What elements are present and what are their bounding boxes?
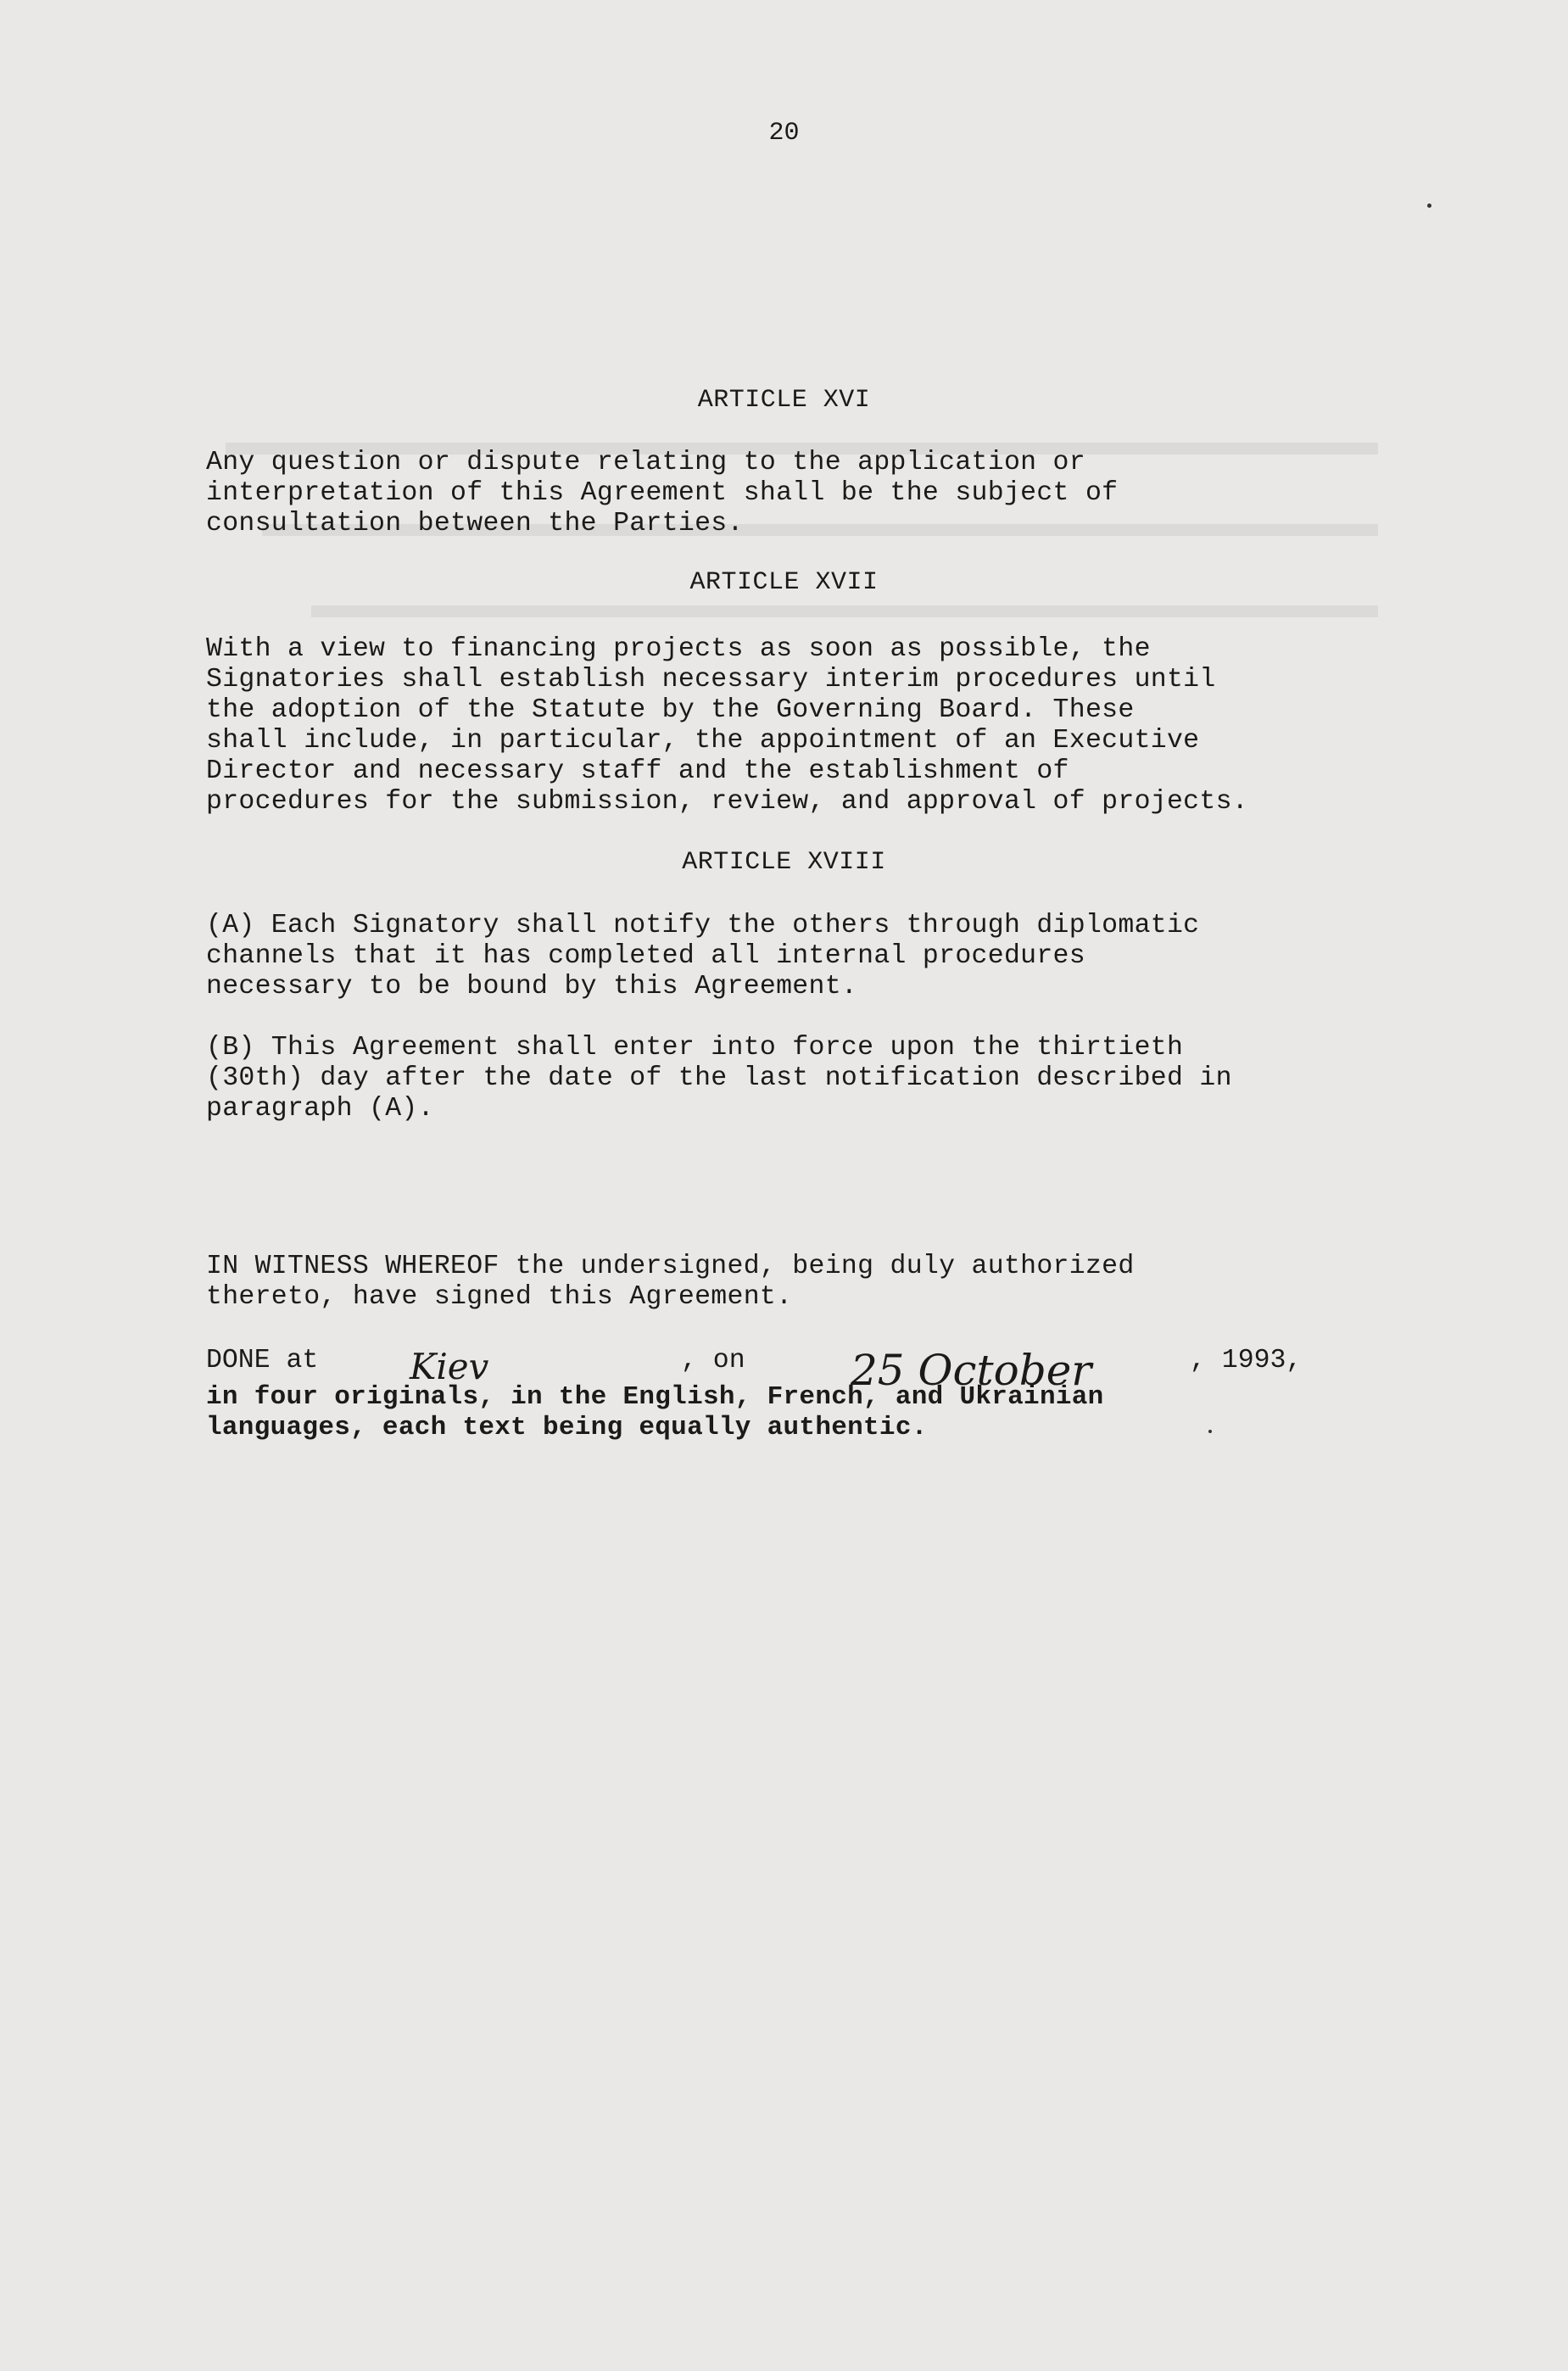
article-xvi-heading: ARTICLE XVI <box>697 386 871 415</box>
article-xvii-heading: ARTICLE XVII <box>689 568 879 597</box>
done-prefix: DONE at <box>206 1346 319 1375</box>
article-xviii-paragraph-b: (B) This Agreement shall enter into force upon the thirtieth (30th) day after the date of the last notification described in paragraph (A). <box>206 1033 1232 1124</box>
done-continuation: in four originals, in the English, French, and Ukrainian languages, each text being equally authentic. <box>206 1382 1104 1442</box>
article-xvii-text: With a view to financing projects as soon as possible, the Signatories shall establish necessary interim procedures until the adoption of the Statute by the Governing Board. These shall include, in particular, the appointment of an Executive Director and necessary staff and the establishment of procedures for the submission, review, and approval of projects. <box>206 634 1248 817</box>
article-xvi-text: Any question or dispute relating to the application or interpretation of this Agreement shall be the subject of consultation between the Parties. <box>206 448 1119 538</box>
handwritten-date: 25 October <box>851 1346 1092 1395</box>
witness-clause: IN WITNESS WHEREOF the undersigned, being duly authorized thereto, have signed this Agreement. <box>206 1252 1135 1312</box>
done-year: , 1993, <box>1190 1346 1303 1375</box>
handwritten-place: Kiev <box>410 1346 489 1387</box>
scan-speck <box>1208 1430 1212 1433</box>
article-xviii-paragraph-a: (A) Each Signatory shall notify the others through diplomatic channels that it has completed all internal procedures necessary to be bound by this Agreement. <box>206 911 1200 1001</box>
page-number: 20 <box>768 119 800 148</box>
done-on: , on <box>681 1346 745 1375</box>
scan-speck <box>1427 204 1431 208</box>
article-xviii-heading: ARTICLE XVIII <box>682 848 886 877</box>
done-line <box>206 1336 1393 1395</box>
